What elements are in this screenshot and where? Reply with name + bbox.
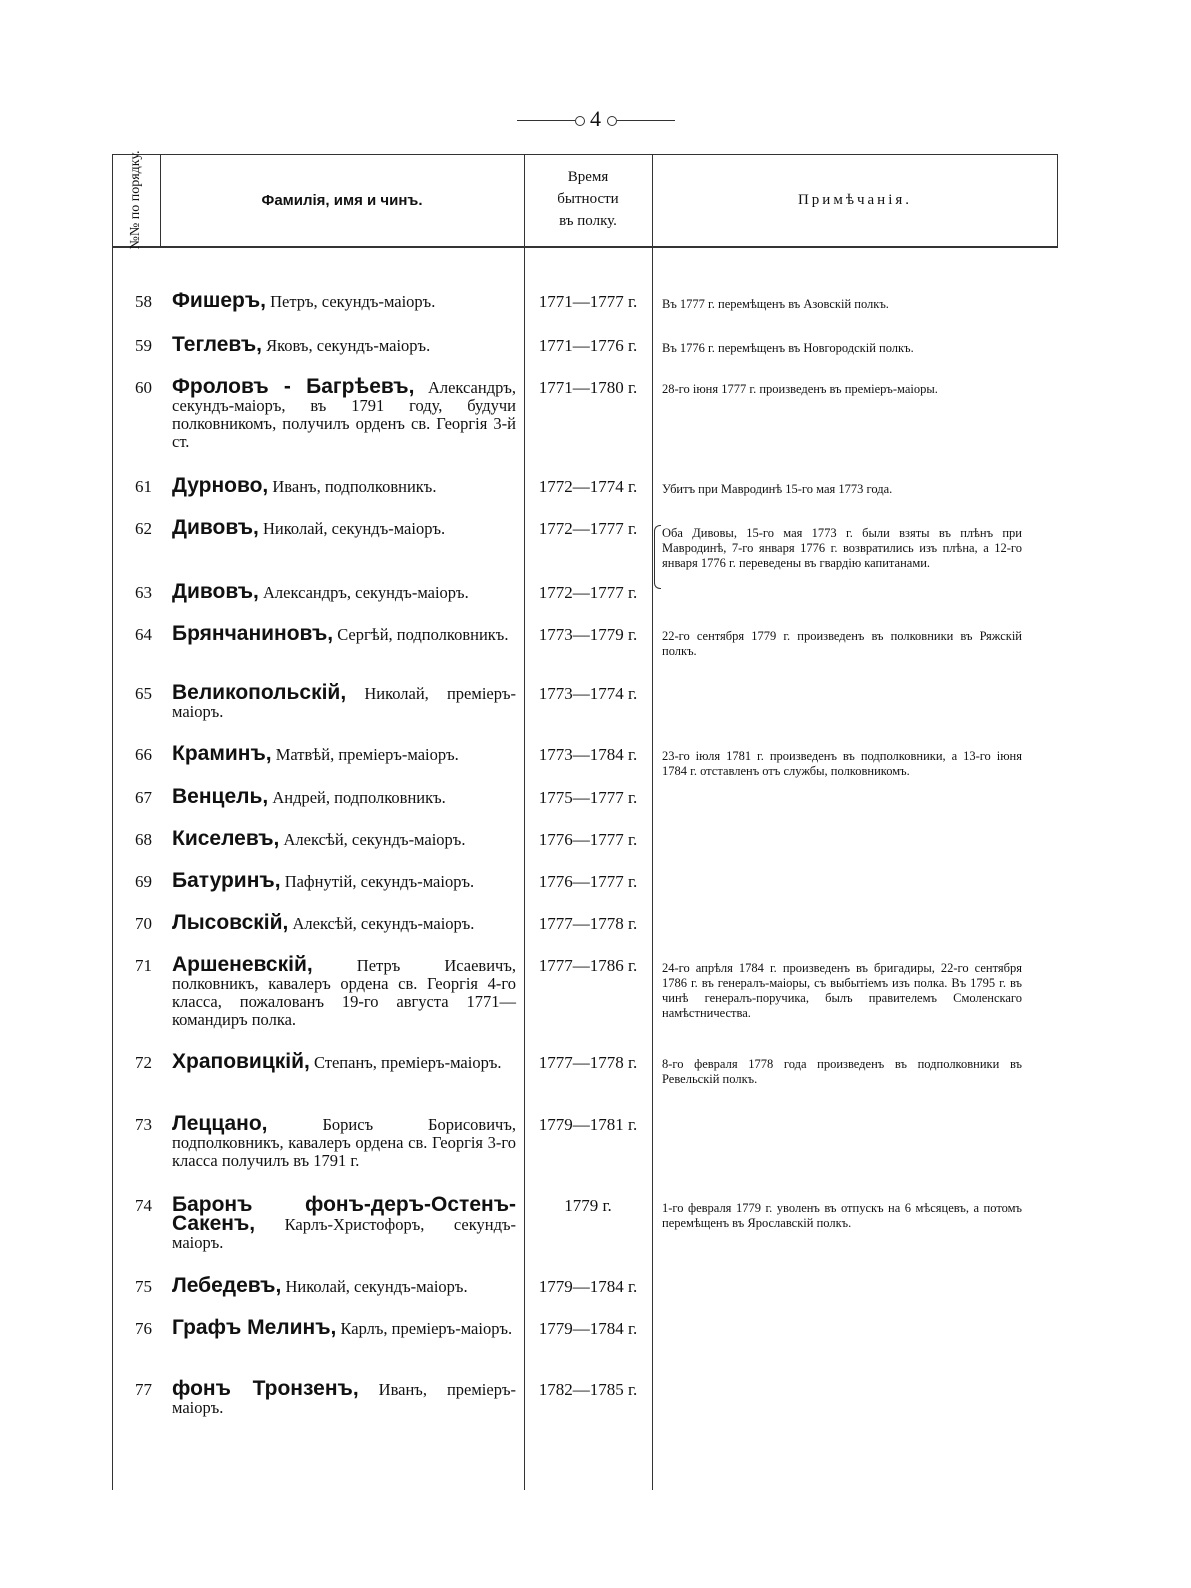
row-name xyxy=(172,785,516,808)
row-name xyxy=(172,911,516,934)
row-name xyxy=(172,953,516,1029)
row-surname: Лысовскій, xyxy=(172,911,289,934)
row-number: 59 xyxy=(135,336,152,355)
row-number: 72 xyxy=(135,1053,152,1072)
row-name xyxy=(172,375,517,451)
row-time: 1772—1777 г. xyxy=(538,583,638,602)
row-surname: Великопольскій, xyxy=(172,681,347,704)
row-surname: Фроловъ - Багрѣевъ, xyxy=(172,375,415,398)
row-name xyxy=(172,1274,516,1297)
row-note: Убитъ при Мавродинѣ 15-го мая 1773 года. xyxy=(662,482,893,496)
row-details: Петръ Исаевичъ, полковникъ, кавалеръ ордена св. Георгія 4-го класса, пожалованъ 19-го августа 1771—командиръ полка. xyxy=(172,956,516,1029)
row-surname: Брянчаниновъ, xyxy=(172,622,334,645)
row-surname: Баронъ фонъ-деръ-Остенъ-Сакенъ, xyxy=(172,1193,516,1235)
page-number-header xyxy=(0,106,1191,132)
header-time-column xyxy=(524,166,652,232)
row-number: 68 xyxy=(135,830,152,849)
row-details: Иванъ, подполковникъ. xyxy=(268,477,437,496)
row-time: 1779—1784 г. xyxy=(538,1319,638,1338)
row-details: Андрей, подполковникъ. xyxy=(268,788,446,807)
header-name-column: Фамилія, имя и чинъ. xyxy=(261,191,423,209)
row-note: 23-го іюля 1781 г. произведенъ въ подполковники, а 13-го іюня 1784 г. отставленъ отъ службы, полковникомъ. xyxy=(662,749,1022,778)
row-time: 1777—1778 г. xyxy=(538,914,638,933)
row-details: Карлъ-Христофоръ, секундъ-маіоръ. xyxy=(172,1215,516,1252)
row-surname: Киселевъ, xyxy=(172,827,280,850)
row-time: 1773—1779 г. xyxy=(538,625,638,644)
row-details: Яковъ, секундъ-маіоръ. xyxy=(261,336,431,355)
header-rule xyxy=(112,246,1058,248)
header-number-column xyxy=(112,150,160,250)
row-name xyxy=(172,580,516,603)
row-surname: Лебедевъ, xyxy=(172,1274,282,1297)
row-number: 58 xyxy=(135,292,152,311)
row-name xyxy=(172,1193,516,1252)
row-time: 1773—1784 г. xyxy=(538,745,638,764)
row-number: 71 xyxy=(135,956,152,975)
ornament-right-icon xyxy=(617,120,675,122)
row-time: 1777—1778 г. xyxy=(538,1053,638,1072)
row-note: 28-го іюня 1777 г. произведенъ въ преміеръ-маіоры. xyxy=(662,382,938,396)
row-surname: Теглевъ, xyxy=(172,333,262,356)
row-time: 1773—1774 г. xyxy=(538,684,638,703)
row-surname: Леццано, xyxy=(172,1112,268,1135)
row-details: Алексѣй, секундъ-маіоръ. xyxy=(279,830,466,849)
row-surname: Графъ Мелинъ, xyxy=(172,1316,337,1339)
row-note: 8-го февраля 1778 года произведенъ въ подполковники въ Ревельскій полкъ. xyxy=(662,1057,1022,1086)
row-note: 24-го апрѣля 1784 г. произведенъ въ бригадиры, 22-го сентября 1786 г. въ генералъ-маіоры, съ выбытіемъ изъ полка. Въ 1795 г. въ чинѣ генералъ-поручика, былъ правителемъ Смоленскаго намѣстничества. xyxy=(662,961,1022,1020)
row-time: 1777—1786 г. xyxy=(538,956,638,975)
header-time-line-2: бытности xyxy=(557,191,619,207)
row-name xyxy=(172,289,516,312)
row-details: Иванъ, преміеръ-маіоръ. xyxy=(172,1380,516,1417)
row-time: 1776—1777 г. xyxy=(538,872,638,891)
row-number: 67 xyxy=(135,788,152,807)
row-surname: Аршеневскій, xyxy=(172,953,313,976)
row-details: Николай, секундъ-маіоръ. xyxy=(281,1277,468,1296)
row-number: 75 xyxy=(135,1277,152,1296)
row-surname: фонъ Тронзенъ, xyxy=(172,1377,359,1400)
row-surname: Батуринъ, xyxy=(172,869,281,892)
row-name xyxy=(172,742,516,765)
row-details: Матвѣй, преміеръ-маіоръ. xyxy=(271,745,459,764)
row-details: Александръ, секундъ-маіоръ. xyxy=(258,583,469,602)
row-name xyxy=(172,827,516,850)
row-time: 1782—1785 г. xyxy=(538,1380,638,1399)
row-surname: Фишеръ, xyxy=(172,289,266,312)
row-time: 1771—1776 г. xyxy=(538,336,638,355)
row-number: 63 xyxy=(135,583,152,602)
row-name xyxy=(172,474,516,497)
row-surname: Венцель, xyxy=(172,785,269,808)
row-number: 65 xyxy=(135,684,152,703)
row-name xyxy=(172,1050,516,1073)
row-details: Карлъ, преміеръ-маіоръ. xyxy=(336,1319,513,1338)
row-number: 64 xyxy=(135,625,152,644)
row-number: 62 xyxy=(135,519,152,538)
row-note: Оба Дивовы, 15-го мая 1773 г. были взяты въ плѣнъ при Мавродинѣ, 7-го января 1776 г. возвратились изъ плѣна, а 12-го января 1776 г. переведены въ гвардію капитанами. xyxy=(662,526,1022,570)
row-details: Борисъ Борисовичъ, подполковникъ, кавалеръ ордена св. Георгія 3-го класса получилъ въ 1791 г. xyxy=(172,1115,516,1170)
row-name xyxy=(172,333,516,356)
row-note: 1-го февраля 1779 г. уволенъ въ отпускъ на 6 мѣсяцевъ, а потомъ перемѣщенъ въ Ярославскій полкъ. xyxy=(662,1201,1022,1230)
row-surname: Дивовъ, xyxy=(172,580,259,603)
header-notes-column: Примѣчанія. xyxy=(797,191,913,208)
header-time-line-1: Время xyxy=(567,169,609,185)
row-details: Николай, преміеръ-маіоръ. xyxy=(172,684,516,721)
row-number: 73 xyxy=(135,1115,152,1134)
row-details: Сергѣй, подполковникъ. xyxy=(333,625,509,644)
row-number: 70 xyxy=(135,914,152,933)
row-surname: Краминъ, xyxy=(172,742,272,765)
row-details: Степанъ, преміеръ-маіоръ. xyxy=(309,1053,502,1072)
row-name xyxy=(172,1316,516,1339)
row-number: 76 xyxy=(135,1319,152,1338)
brace-icon xyxy=(654,525,661,589)
row-time: 1779 г. xyxy=(564,1196,612,1215)
row-number: 66 xyxy=(135,745,152,764)
row-note: Въ 1777 г. перемѣщенъ въ Азовскій полкъ. xyxy=(662,297,889,311)
row-name xyxy=(172,516,516,539)
row-number: 74 xyxy=(135,1196,152,1215)
row-note: 22-го сентября 1779 г. произведенъ въ полковники въ Ряжскій полкъ. xyxy=(662,629,1022,658)
column-divider-time xyxy=(652,154,653,1490)
row-time: 1775—1777 г. xyxy=(538,788,638,807)
row-time: 1771—1780 г. xyxy=(538,378,638,397)
page-number: 4 xyxy=(590,106,601,131)
row-note: Въ 1776 г. перемѣщенъ въ Новгородскій полкъ. xyxy=(662,341,914,355)
ornament-left-icon xyxy=(517,120,575,122)
row-details: Петръ, секундъ-маіоръ. xyxy=(266,292,436,311)
header-time-line-3: въ полку. xyxy=(559,213,617,229)
row-time: 1772—1777 г. xyxy=(538,519,638,538)
row-number: 69 xyxy=(135,872,152,891)
row-name xyxy=(172,681,516,721)
row-details: Пафнутій, секундъ-маіоръ. xyxy=(280,872,475,891)
row-time: 1779—1781 г. xyxy=(538,1115,638,1134)
row-time: 1779—1784 г. xyxy=(538,1277,638,1296)
row-surname: Храповицкій, xyxy=(172,1050,310,1073)
row-surname: Дурново, xyxy=(172,474,269,497)
row-name xyxy=(172,1377,516,1417)
header-number-label: №№ по порядку. xyxy=(128,150,143,250)
row-number: 61 xyxy=(135,477,152,496)
row-details: Александръ, секундъ-маіоръ, въ 1791 году, будучи полковникомъ, получилъ орденъ св. Георгія 3-й ст. xyxy=(172,378,517,451)
column-divider-name xyxy=(524,154,525,1490)
row-time: 1772—1774 г. xyxy=(538,477,638,496)
row-number: 60 xyxy=(135,378,152,397)
row-details: Алексѣй, секундъ-маіоръ. xyxy=(288,914,475,933)
row-name xyxy=(172,622,516,645)
row-time: 1776—1777 г. xyxy=(538,830,638,849)
row-name xyxy=(172,869,516,892)
row-surname: Дивовъ, xyxy=(172,516,259,539)
row-name xyxy=(172,1112,516,1170)
row-time: 1771—1777 г. xyxy=(538,292,638,311)
row-details: Николай, секундъ-маіоръ. xyxy=(258,519,446,538)
row-number: 77 xyxy=(135,1380,152,1399)
